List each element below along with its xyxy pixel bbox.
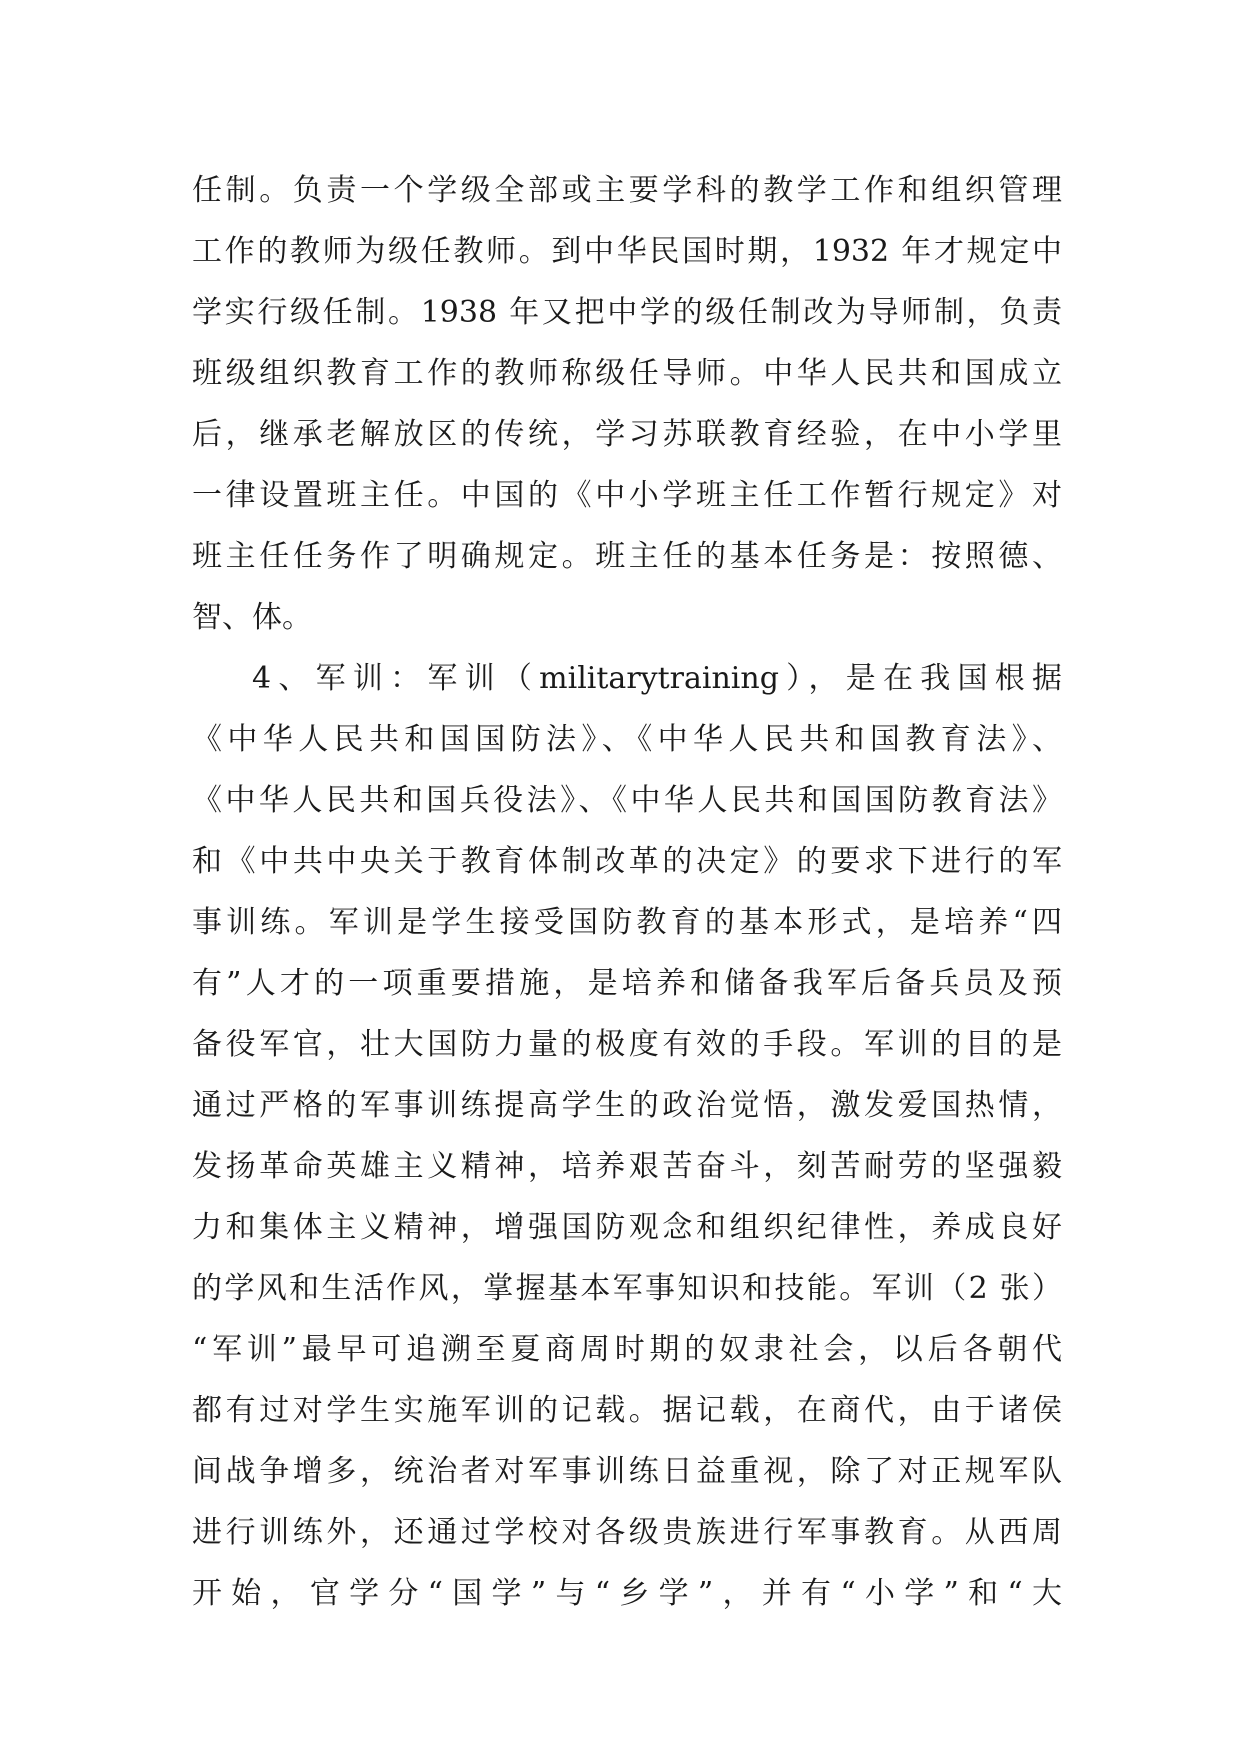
text-line: 力和集体主义精神，增强国防观念和组织纪律性，养成良好 [192,1210,1062,1245]
text-line: 的学风和生活作风，掌握基本军事知识和技能。军训（2 张） [192,1271,1062,1306]
paragraph-2 [192,648,1062,1624]
text-line: 一律设置班主任。中国的《中小学班主任工作暂行规定》对 [192,478,1062,513]
text-line: 有”人才的一项重要措施，是培养和储备我军后备兵员及预 [192,966,1062,1001]
text-line: 工作的教师为级任教师。到中华民国时期，1932 年才规定中 [192,234,1062,269]
text-line: 和《中共中央关于教育体制改革的决定》的要求下进行的军 [192,844,1062,879]
text-line: 进行训练外，还通过学校对各级贵族进行军事教育。从西周 [192,1515,1062,1550]
text-line: 任制。负责一个学级全部或主要学科的教学工作和组织管理 [192,173,1062,208]
body-text [192,160,1062,1624]
text-line: 《中华人民共和国兵役法》、《中华人民共和国国防教育法》 [192,783,1062,818]
text-line: 备役军官，壮大国防力量的极度有效的手段。军训的目的是 [192,1027,1062,1062]
text-line: 发扬革命英雄主义精神，培养艰苦奋斗，刻苦耐劳的坚强毅 [192,1149,1062,1184]
text-line: 事训练。军训是学生接受国防教育的基本形式，是培养“四 [192,905,1062,940]
text-line: “军训”最早可追溯至夏商周时期的奴隶社会，以后各朝代 [192,1332,1062,1367]
text-line: 后，继承老解放区的传统，学习苏联教育经验，在中小学里 [192,417,1062,452]
text-line: 学实行级任制。1938 年又把中学的级任制改为导师制，负责 [192,295,1062,330]
text-line: 通过严格的军事训练提高学生的政治觉悟，激发爱国热情， [192,1088,1062,1123]
text-line: 开始，官学分“国学”与“乡学”，并有“小学”和“大 [192,1576,1062,1611]
text-line: 智、体。 [192,600,312,635]
text-line: 班主任任务作了明确规定。班主任的基本任务是：按照德、 [192,539,1062,574]
text-line: 《中华人民共和国国防法》、《中华人民共和国教育法》、 [192,722,1062,757]
text-line: 都有过对学生实施军训的记载。据记载，在商代，由于诸侯 [192,1393,1062,1428]
text-line: 班级组织教育工作的教师称级任导师。中华人民共和国成立 [192,356,1062,391]
paragraph-1 [192,160,1062,648]
text-line: 间战争增多，统治者对军事训练日益重视，除了对正规军队 [192,1454,1062,1489]
text-line: 4、军训：军训（militarytraining），是在我国根据 [252,661,1062,696]
